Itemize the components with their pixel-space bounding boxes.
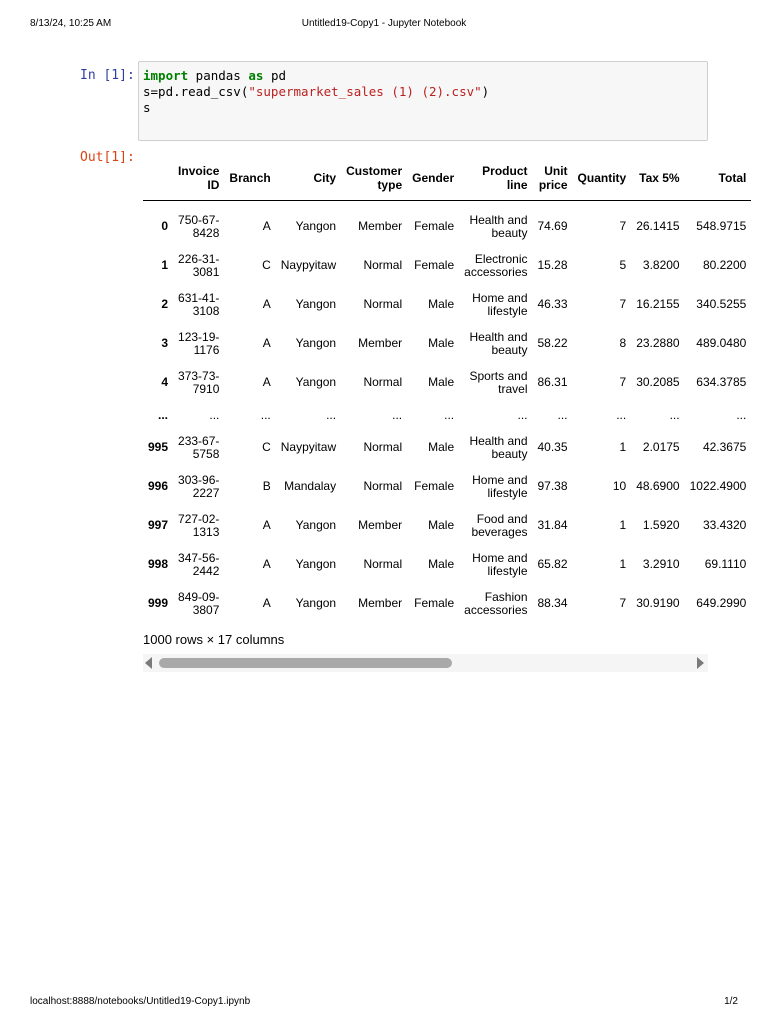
cell-invoice-id: [173, 467, 224, 506]
cell-unit-price: 15.28: [537, 258, 568, 272]
cell-tax: 3.2910: [642, 557, 680, 571]
cell-total: 634.3785: [696, 375, 747, 389]
column-header-text: Product: [482, 164, 528, 178]
cell-text: 233-67-: [178, 433, 220, 448]
cell-text: ...: [209, 407, 220, 422]
cell-text: lifestyle: [487, 485, 528, 500]
table-row: [143, 363, 751, 402]
cell-tax: 26.1415: [636, 219, 680, 233]
print-title: Untitled19-Copy1 - Jupyter Notebook: [301, 18, 467, 29]
cell-text: 5758: [192, 446, 220, 461]
table-row: [143, 545, 751, 584]
cell-text: 123-19-: [178, 329, 220, 344]
print-url: localhost:8888/notebooks/Untitled19-Copy1.ipynb: [30, 996, 251, 1007]
scroll-right-arrow-icon[interactable]: [697, 657, 704, 669]
code-cell[interactable]: [138, 61, 708, 141]
cell-total: 548.9715: [696, 219, 747, 233]
cell-unit-price: 86.31: [537, 375, 568, 389]
cell-text: 303-96-: [178, 472, 220, 487]
cell-unit-price: 46.33: [537, 297, 568, 311]
cell-unit-price: 65.82: [537, 557, 568, 571]
cell-customer-type: Member: [358, 336, 403, 350]
cell-text: 373-73-: [178, 368, 220, 383]
cell-city: Yangon: [295, 375, 337, 389]
table-row: [143, 467, 751, 506]
cell-unit-price: 88.34: [537, 596, 568, 610]
cell-customer-type: ...: [392, 407, 403, 422]
cell-text: 226-31-: [178, 251, 220, 266]
cell-tax: ...: [669, 407, 680, 422]
scrollbar-thumb[interactable]: [159, 658, 452, 668]
cell-text: 3081: [192, 264, 220, 279]
cell-invoice-id: [173, 324, 224, 363]
cell-product-line: [459, 201, 532, 247]
cell-unit-price: 97.38: [537, 479, 568, 493]
column-header-text: ID: [207, 178, 220, 192]
table-row: [143, 428, 751, 467]
cell-invoice-id: [173, 506, 224, 545]
table-row: [143, 246, 751, 285]
cell-text: Food and: [476, 511, 528, 526]
cell-text: Health and: [469, 329, 528, 344]
cell-branch: A: [262, 297, 271, 311]
cell-branch: C: [262, 440, 271, 454]
shape-note: 1000 rows × 17 columns: [143, 632, 285, 647]
cell-customer-type: Member: [358, 219, 403, 233]
cell-gender: Male: [428, 557, 455, 571]
cell-quantity: ...: [616, 407, 627, 422]
cell-product-line: [459, 545, 532, 584]
table-row: [143, 285, 751, 324]
cell-product-line: [459, 363, 532, 402]
cell-city: Yangon: [295, 219, 337, 233]
cell-gender: Male: [428, 297, 455, 311]
cell-text: accessories: [464, 264, 528, 279]
horizontal-scrollbar[interactable]: [143, 654, 708, 672]
cell-text: lifestyle: [487, 303, 528, 318]
cell-unit-price: 58.22: [537, 336, 568, 350]
cell-city: Naypyitaw: [280, 440, 337, 454]
table-row: [143, 402, 751, 428]
dataframe-output: [143, 156, 747, 623]
row-index: ...: [158, 407, 169, 422]
table-row: [143, 506, 751, 545]
table-row: [143, 201, 751, 247]
row-index: 995: [148, 440, 169, 454]
code-alias: pd: [263, 68, 287, 83]
cell-text: beauty: [491, 225, 528, 240]
cell-text: beauty: [491, 342, 528, 357]
cell-tax: 3.8200: [642, 258, 680, 272]
row-index: 999: [148, 596, 169, 610]
column-header-customer-type: [341, 156, 407, 201]
column-header-text: City: [313, 171, 337, 185]
cell-text: 2442: [192, 563, 220, 578]
cell-text: beauty: [491, 446, 528, 461]
cell-text: Fashion: [484, 589, 528, 604]
cell-city: Yangon: [295, 557, 337, 571]
cell-gender: Female: [414, 258, 455, 272]
column-header-text: Tax 5%: [639, 171, 680, 185]
cell-total: 489.0480: [696, 336, 747, 350]
cell-tax: 1.5920: [642, 518, 680, 532]
cell-branch: B: [262, 479, 271, 493]
column-header-invoice-id: [173, 156, 224, 201]
cell-text: lifestyle: [487, 563, 528, 578]
cell-branch: A: [262, 219, 271, 233]
cell-city: Yangon: [295, 336, 337, 350]
column-header-text: Quantity: [577, 171, 627, 185]
cell-city: Yangon: [295, 596, 337, 610]
cell-gender: Male: [428, 518, 455, 532]
cell-invoice-id: [173, 584, 224, 623]
cell-total: 649.2990: [696, 596, 747, 610]
cell-invoice-id: [173, 402, 224, 428]
cell-text: ...: [517, 407, 528, 422]
out-prompt: Out[1]:: [80, 150, 135, 165]
cell-customer-type: Member: [358, 518, 403, 532]
cell-quantity: 1: [619, 557, 627, 571]
column-header-text: Customer: [346, 164, 403, 178]
cell-quantity: 8: [619, 336, 627, 350]
cell-product-line: [459, 506, 532, 545]
cell-city: Naypyitaw: [280, 258, 337, 272]
cell-branch: A: [262, 596, 271, 610]
cell-text: 631-41-: [178, 290, 220, 305]
cell-text: Home and: [472, 472, 528, 487]
cell-text: 1176: [193, 342, 220, 357]
cell-quantity: 7: [619, 219, 627, 233]
print-datetime: 8/13/24, 10:25 AM: [30, 18, 112, 29]
cell-city: Mandalay: [284, 479, 337, 493]
cell-branch: A: [262, 375, 271, 389]
column-header-branch: [224, 156, 275, 201]
cell-quantity: 1: [619, 440, 627, 454]
code-filename-string: "supermarket_sales (1) (2).csv": [248, 84, 482, 99]
cell-text: Home and: [472, 550, 528, 565]
column-header-gender: [407, 156, 459, 201]
cell-gender: Female: [414, 596, 455, 610]
cell-text: accessories: [464, 602, 528, 617]
table-row: [143, 584, 751, 623]
cell-quantity: 7: [619, 596, 627, 610]
column-header-text: Total: [718, 171, 747, 185]
cell-tax: 23.2880: [636, 336, 680, 350]
cell-invoice-id: [173, 285, 224, 324]
table-header-row: [143, 156, 751, 201]
cell-branch: C: [262, 258, 271, 272]
in-prompt: In [1]:: [80, 68, 135, 83]
cell-text: beverages: [471, 524, 528, 539]
column-header-text: Branch: [229, 171, 271, 185]
cell-unit-price: 40.35: [537, 440, 568, 454]
cell-customer-type: Member: [358, 596, 403, 610]
cell-unit-price: ...: [557, 407, 568, 422]
column-header-product-line: [459, 156, 532, 201]
cell-text: 7910: [192, 381, 220, 396]
row-index: 2: [161, 297, 169, 311]
column-header-text: Gender: [412, 171, 455, 185]
cell-total: 69.1110: [704, 557, 747, 571]
cell-customer-type: Normal: [363, 258, 403, 272]
cell-gender: Female: [414, 479, 455, 493]
code-line3: s: [143, 100, 151, 115]
cell-tax: 48.6900: [636, 479, 680, 493]
table-body: [143, 201, 751, 624]
cell-product-line: [459, 402, 532, 428]
cell-branch: A: [262, 557, 271, 571]
cell-product-line: [459, 324, 532, 363]
row-index: 4: [161, 375, 169, 389]
column-header-city: [276, 156, 341, 201]
column-header-text: Unit: [544, 164, 568, 178]
cell-total: 33.4320: [702, 518, 747, 532]
column-header-quantity: [573, 156, 632, 201]
cell-city: Yangon: [295, 518, 337, 532]
cell-unit-price: 74.69: [537, 219, 568, 233]
cell-total: 80.2200: [702, 258, 747, 272]
row-index: 996: [148, 479, 169, 493]
cell-text: travel: [498, 381, 528, 396]
column-header-unit-price: [533, 156, 573, 201]
cell-gender: Male: [428, 375, 455, 389]
cell-quantity: 7: [619, 297, 627, 311]
column-header-tax: [631, 156, 684, 201]
cell-product-line: [459, 584, 532, 623]
row-index: 0: [161, 219, 169, 233]
cell-city: Yangon: [295, 297, 337, 311]
cell-text: Home and: [472, 290, 528, 305]
table-row: [143, 324, 751, 363]
cell-gender: Male: [428, 336, 455, 350]
cell-quantity: 10: [612, 479, 627, 493]
code-module: pandas: [188, 68, 249, 83]
cell-total: 340.5255: [696, 297, 747, 311]
code-line2-prefix: s=pd.read_csv(: [143, 84, 249, 99]
code-line2-suffix: ): [481, 84, 490, 99]
cell-tax: 30.9190: [636, 596, 680, 610]
cell-total: 1022.4900: [689, 479, 747, 493]
cell-quantity: 1: [619, 518, 627, 532]
row-index: 3: [161, 336, 169, 350]
keyword-import: import: [143, 68, 189, 83]
cell-total: ...: [736, 407, 747, 422]
cell-branch: ...: [260, 407, 271, 422]
dataframe-table: [143, 156, 751, 623]
cell-invoice-id: [173, 428, 224, 467]
cell-text: 347-56-: [178, 550, 220, 565]
cell-customer-type: Normal: [363, 440, 403, 454]
cell-text: 8428: [192, 225, 220, 240]
cell-customer-type: Normal: [363, 375, 403, 389]
column-header-total: [685, 156, 752, 201]
cell-total: 42.3675: [702, 440, 747, 454]
cell-product-line: [459, 246, 532, 285]
cell-branch: A: [262, 518, 271, 532]
row-index: 998: [148, 557, 169, 571]
cell-text: 2227: [192, 485, 220, 500]
cell-unit-price: 31.84: [537, 518, 568, 532]
cell-gender: ...: [444, 407, 455, 422]
cell-invoice-id: [173, 545, 224, 584]
column-header-index: [143, 156, 173, 201]
cell-text: 3807: [192, 602, 220, 617]
column-header-text: price: [538, 178, 568, 192]
cell-text: Health and: [469, 212, 528, 227]
cell-product-line: [459, 467, 532, 506]
cell-gender: Female: [414, 219, 455, 233]
cell-text: Sports and: [469, 368, 528, 383]
cell-quantity: 7: [619, 375, 627, 389]
cell-text: Electronic: [474, 251, 528, 266]
cell-customer-type: Normal: [363, 297, 403, 311]
cell-invoice-id: [173, 363, 224, 402]
row-index: 1: [161, 258, 169, 272]
cell-text: 750-67-: [178, 212, 220, 227]
cell-text: 849-09-: [178, 589, 220, 604]
cell-branch: A: [262, 336, 271, 350]
cell-city: ...: [326, 407, 337, 422]
cell-tax: 16.2155: [636, 297, 680, 311]
cell-text: 3108: [192, 303, 220, 318]
cell-text: 1313: [192, 524, 220, 539]
cell-text: 727-02-: [178, 511, 220, 526]
column-header-text: line: [506, 178, 528, 192]
cell-customer-type: Normal: [363, 557, 403, 571]
column-header-text: type: [377, 178, 403, 192]
cell-product-line: [459, 285, 532, 324]
cell-gender: Male: [428, 440, 455, 454]
column-header-text: Invoice: [178, 164, 220, 178]
cell-quantity: 5: [619, 258, 627, 272]
cell-tax: 2.0175: [642, 440, 680, 454]
cell-invoice-id: [173, 246, 224, 285]
cell-customer-type: Normal: [363, 479, 403, 493]
cell-text: Health and: [469, 433, 528, 448]
cell-invoice-id: [173, 201, 224, 247]
cell-product-line: [459, 428, 532, 467]
keyword-as: as: [248, 68, 264, 83]
print-page-number: 1/2: [724, 996, 738, 1007]
row-index: 997: [148, 518, 169, 532]
cell-tax: 30.2085: [636, 375, 680, 389]
scroll-left-arrow-icon[interactable]: [145, 657, 152, 669]
